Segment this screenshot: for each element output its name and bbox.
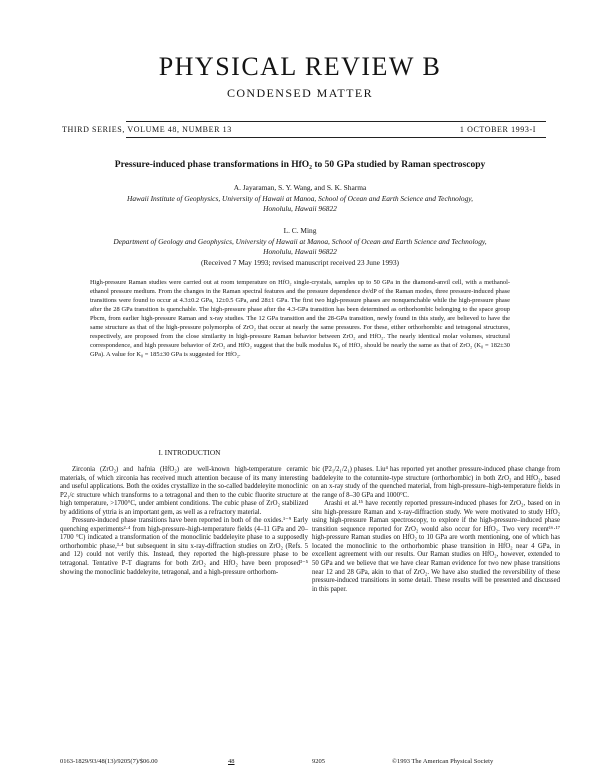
section-heading-introduction: I. INTRODUCTION	[158, 448, 221, 457]
body-column-right	[312, 466, 560, 594]
footer-copyright: ©1993 The American Physical Society	[392, 758, 494, 765]
received-dates: (Received 7 May 1993; revised manuscript received 23 June 1993)	[200, 258, 400, 267]
paragraph: Zirconia (ZrO₂) and hafnia (HfO₂) are well-known high-temperature ceramic materials, of which zirconia has received much attention because of its many interesting and useful applications. Both the oxides crystallize in the so-called baddeleyite monoclinic P2₁/c structure which transforms to a tetragonal and then to the cubic fluorite structure at high temperature, >1700°C, under ambient conditions. The cubic phase of ZrO₂ stabilized by additions of yttria is an important gem, as well as a refractory material.	[60, 466, 308, 516]
header-rule-bottom	[126, 137, 546, 138]
body-column-left	[60, 466, 308, 577]
affiliation-2-line-2: Honolulu, Hawaii 96822	[263, 247, 337, 256]
paragraph: Arashi et al.¹⁵ have recently reported pressure-induced phases for ZrO₂, based on in situ high-pressure Raman and x-ray-diffraction study. We were motivated to study HfO₂ using high-pressure Raman spectroscopy, to explore if the high-pressure–induced phase transition sequence reported for ZrO₂ would also occur for HfO₂. Two very recent¹⁶·¹⁷ high-pressure Raman studies on HfO₂ to 10 GPa are worth mentioning, one of which has located the monoclinic to the orthorhombic phase transition in HfO₂ near 4 GPa, in excellent agreement with our results. Our Raman studies on HfO₂, however, extended to 50 GPa and we believe that we have clear Raman evidence for two new phase transitions near 12 and 28 GPa, akin to that of ZrO₂. We have also studied the reversibility of these pressure-induced transitions in some detail. These results will be presented and discussed in this paper.	[312, 500, 560, 593]
affiliation-1-line-1: Hawaii Institute of Geophysics, University of Hawaii at Manoa, School of Ocean and Earth Science and Technology,	[126, 194, 473, 203]
header-rule-top	[126, 121, 546, 122]
journal-section: CONDENSED MATTER	[226, 86, 374, 100]
footer-page-number: 9205	[312, 758, 325, 765]
footer-code: 0163-1829/93/48(13)/9205(7)/$06.00	[60, 758, 158, 765]
footer-volume: 48	[228, 758, 235, 765]
journal-title: PHYSICAL REVIEW B	[158, 52, 442, 81]
series-volume-number: THIRD SERIES, VOLUME 48, NUMBER 13	[62, 125, 232, 134]
authors-group-2: L. C. Ming	[283, 226, 317, 235]
authors-group-1: A. Jayaraman, S. Y. Wang, and S. K. Sharma	[233, 183, 367, 192]
article-title: Pressure-induced phase transformations in HfO₂ to 50 GPa studied by Raman spectroscopy	[114, 160, 486, 170]
affiliation-1-line-2: Honolulu, Hawaii 96822	[263, 204, 337, 213]
paragraph: bic (P2₁/2₁/2₁) phases. Liu⁴ has reported yet another pressure-induced phase change from baddeleyite to the cotunnite-type structure (orthorhombic) in both ZrO₂ and HfO₂, based on an x-ray study of the quenched material, from high-pressure–high-temperature fields in the range of 8–30 GPa and 1000°C.	[312, 466, 560, 499]
paragraph: Pressure-induced phase transitions have been reported in both of the oxides.¹⁻⁹ Early quenching experiments²·⁴ from high-pressure–high-temperature fields (4–11 GPa and 20–1700 °C) indicated a transformation of the monoclinic baddeleyite phase to a supposedly orthorhombic phase,³·⁴ but subsequent in situ x-ray-diffraction studies on ZrO₂ (Refs. 5 and 12) could not verify this. Instead, they reported the high-pressure phase to be tetragonal. Tentative P-T diagrams for both ZrO₂ and HfO₂ have been proposed³⁻⁵ showing the monoclinic baddeleyite, tetragonal, and a high-pressure orthorhom-	[60, 517, 308, 576]
issue-date: 1 OCTOBER 1993-I	[459, 125, 536, 134]
abstract: High-pressure Raman studies were carried out at room temperature on HfO₂ single-crystals, samples up to 50 GPa in the diamond-anvil cell, with a methanol-ethanol pressure medium. From the changes in the Raman spectral features and the pressure dependence dν/dP of the Raman modes, three pressure-induced phase transitions were found to occur at 4.3±0.2 GPa, 12±0.5 GPa, and 28±1 GPa. The first two high-pressure phases are nonquenchable while the high-pressure phase after the 28 GPa transition is quenchable. The high-pressure phase after the 4.3-GPa transition has been determined as orthorhombic belonging to the space group Pbcm, from earlier high-pressure Raman and x-ray studies. The 12 GPa transition and the 28-GPa transition, newly found in this study, are believed to have the same structure as that of the high-pressure polymorphs of ZrO₂ that occur at nearly the same pressures. For these, either orthorhombic and tetragonal structures, respectively, are proposed from the close similarity in high-pressure Raman behavior between ZrO₂ and HfO₂. The nearly identical molar volumes, structural correspondence, and high pressure behavior of ZrO₂ and HfO₂ suggest that the bulk modulus K₀ of HfO₂ should be nearly the same as that of ZrO₂ (K₀ = 182±30 GPa). A value for K₀ = 185±30 GPa is suggested for HfO₂.	[90, 279, 510, 358]
affiliation-2-line-1: Department of Geology and Geophysics, University of Hawaii at Manoa, School of Ocean and Earth Science and Technology,	[113, 237, 487, 246]
